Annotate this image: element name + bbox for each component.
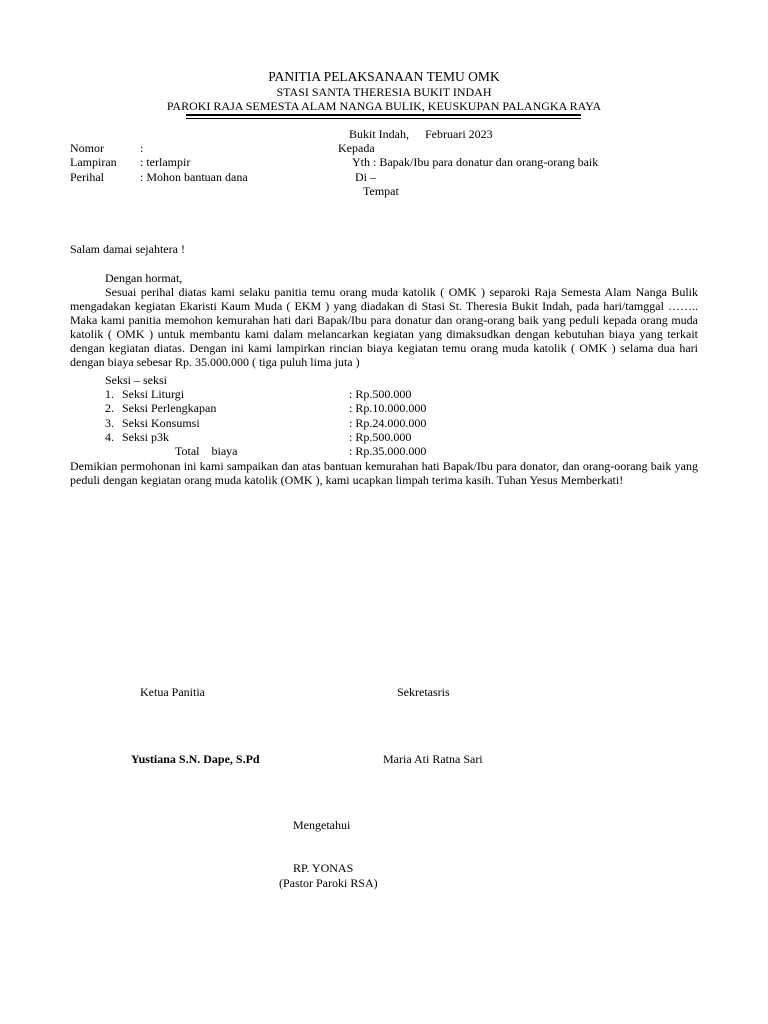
section-name: Seksi Liturgi (122, 387, 185, 401)
section-name: Seksi Konsumsi (122, 416, 200, 430)
section-name: Seksi p3k (122, 430, 170, 444)
section-amount: : Rp.10.000.000 (349, 401, 427, 415)
section-amount: : Rp.500.000 (349, 387, 412, 401)
letterhead-line-2: PAROKI RAJA SEMESTA ALAM NANGA BULIK, KEUSKUPAN PALANGKA RAYA (166, 99, 602, 113)
recipient-tempat: Tempat (363, 184, 399, 198)
letterhead-rule-thick (186, 114, 581, 116)
letterhead-title: PANITIA PELAKSANAAN TEMU OMK (268, 69, 500, 84)
date-value: Februari 2023 (425, 127, 493, 141)
sections-heading: Seksi – seksi (105, 373, 168, 387)
section-name: Seksi Perlengkapan (122, 401, 217, 415)
letterhead-rule-thin (186, 118, 581, 119)
body-paragraph: Sesuai perihal diatas kami selaku panitia temu orang muda katolik ( OMK ) separoki Raja Semesta Alam Nanga Bulik mengadakan kegiatan Ekaristi Kaum Muda ( EKM ) yang diadakan di Stasi St. Theresia Bukit Indah, pada hari/tamggal …….. Maka kami panitia memohon kemurahan hati dari Bapak/Ibu para donatur dan orang-orang baik yang peduli kepada orang muda katolik ( OMK ) untuk membantu kami dalam melancarkan kegiatan yang dimaksudkan dengan kebutuhan biaya yang terkait dengan kegiatan diatas. Dengan ini kami lampirkan rincian biaya kegiatan temu orang muda katolik ( OMK ) selama dua hari dengan biaya sebesar Rp. 35.000.000 ( tiga puluh lima juta ) (70, 285, 698, 369)
perihal-value: : Mohon bantuan dana (140, 170, 248, 184)
nomor-value: : (140, 141, 144, 155)
mengetahui-label: Mengetahui (293, 818, 351, 832)
greeting: Salam damai sejahtera ! (70, 242, 185, 256)
lampiran-label: Lampiran (70, 155, 117, 169)
perihal-label: Perihal (70, 170, 104, 184)
total-label: Total biaya (175, 444, 238, 458)
ketua-title: Ketua Panitia (140, 685, 205, 699)
section-num: 4. (105, 430, 114, 444)
recipient-di: Di – (355, 170, 376, 184)
section-amount: : Rp.500.000 (349, 430, 412, 444)
recipient-yth: Yth : Bapak/Ibu para donatur dan orang-orang baik (352, 155, 599, 169)
ketua-name: Yustiana S.N. Dape, S.Pd (131, 752, 260, 766)
closing-paragraph: Demikian permohonan ini kami sampaikan dan atas bantuan kemurahan hati Bapak/Ibu para donator, dan orang-oorang baik yang peduli dengan kegiatan orang muda katolik (OMK ), kami ucapkan limpah terima kasih. Tuhan Yesus Memberkati! (70, 459, 698, 487)
section-amount: : Rp.24.000.000 (349, 416, 427, 430)
section-num: 3. (105, 416, 114, 430)
pastor-title: (Pastor Paroki RSA) (279, 876, 378, 890)
date-place: Bukit Indah, (349, 127, 409, 141)
section-num: 2. (105, 401, 114, 415)
total-amount: : Rp.35.000.000 (349, 444, 427, 458)
sekretaris-title: Sekretasris (397, 685, 450, 699)
recipient-kepada: Kepada (338, 141, 375, 155)
section-num: 1. (105, 387, 114, 401)
sekretaris-name: Maria Ati Ratna Sari (383, 752, 483, 766)
salutation: Dengan hormat, (105, 271, 183, 285)
letterhead-line-1: STASI SANTA THERESIA BUKIT INDAH (276, 85, 492, 99)
lampiran-value: : terlampir (140, 155, 191, 169)
pastor-name: RP. YONAS (293, 861, 354, 875)
nomor-label: Nomor (70, 141, 104, 155)
